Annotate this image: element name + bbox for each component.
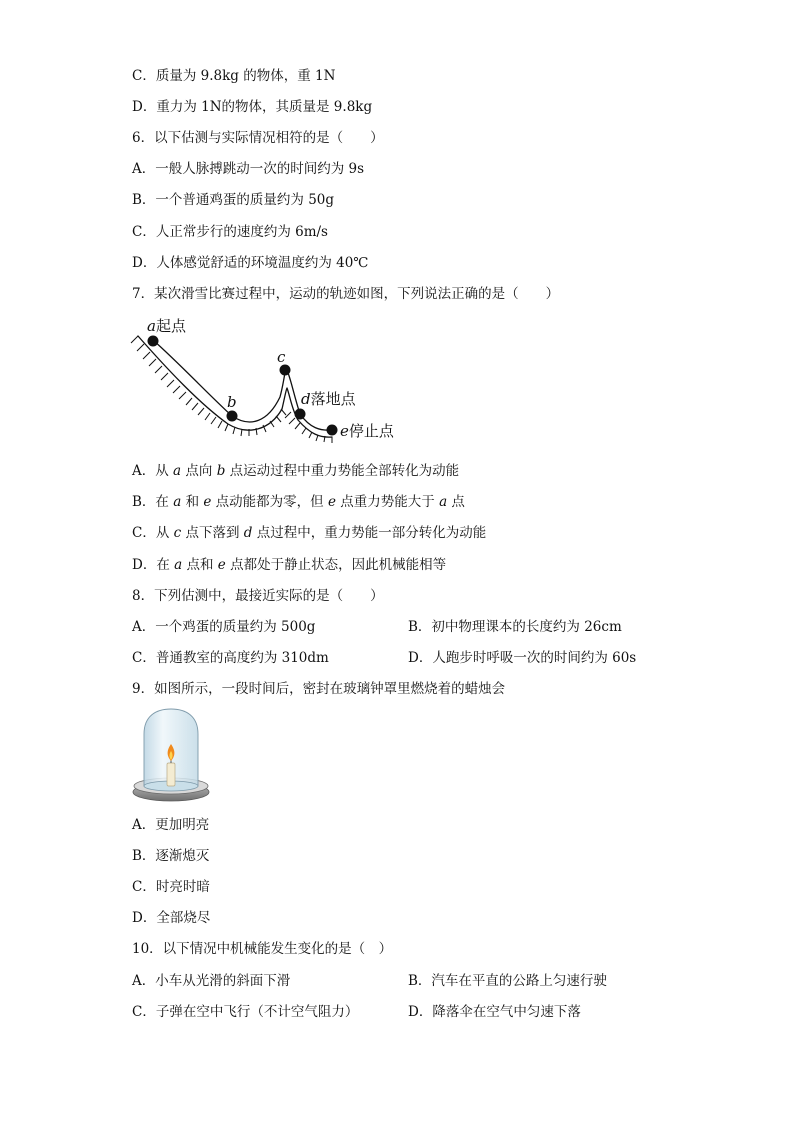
ski-track-figure xyxy=(120,312,420,448)
candle-bell-jar-figure xyxy=(130,706,214,804)
q7-stem: 7．某次滑雪比赛过程中，运动的轨迹如图，下列说法正确的是（ ） xyxy=(132,286,560,302)
label-c: c xyxy=(277,348,286,366)
q9-option-a: A．更加明亮 xyxy=(132,817,210,833)
point-e xyxy=(327,425,338,436)
label-e: e xyxy=(340,422,349,440)
q9-option-c: C．时亮时暗 xyxy=(132,879,210,895)
label-b: b xyxy=(227,393,237,411)
label-d: d xyxy=(301,390,311,408)
q8-stem: 8．下列估测中，最接近实际的是（ ） xyxy=(132,588,384,604)
q6-option-d: D．人体感觉舒适的环境温度约为 40℃ xyxy=(132,255,369,271)
q7-option-c: C．从 c 点下落到 d 点过程中，重力势能一部分转化为动能 xyxy=(132,525,487,541)
q8-option-c: C．普通教室的高度约为 310dm xyxy=(132,650,329,666)
track-line-upper xyxy=(153,340,332,430)
q5-option-c: C．质量为 9.8kg 的物体，重 1N xyxy=(132,68,336,84)
svg-text:e停止点 xyxy=(340,422,395,440)
q10-option-c: C．子弹在空中飞行（不计空气阻力） xyxy=(132,1004,359,1020)
svg-text:a起点 xyxy=(147,317,187,335)
q6-option-c: C．人正常步行的速度约为 6m/s xyxy=(132,224,328,240)
q9-stem: 9．如图所示，一段时间后，密封在玻璃钟罩里燃烧着的蜡烛会 xyxy=(132,681,506,697)
q5-option-d: D．重力为 1N的物体，其质量是 9.8kg xyxy=(132,99,373,115)
q10-option-d: D．降落伞在空气中匀速下落 xyxy=(408,1004,581,1020)
q9-option-d: D．全部烧尽 xyxy=(132,910,211,926)
point-d xyxy=(295,409,306,420)
q7-option-d: D．在 a 点和 e 点都处于静止状态，因此机械能相等 xyxy=(132,557,447,573)
point-b xyxy=(227,411,238,422)
q6-stem: 6．以下估测与实际情况相符的是（ ） xyxy=(132,130,384,146)
candle-body xyxy=(167,763,175,786)
q7-option-b: B．在 a 和 e 点动能都为零，但 e 点重力势能大于 a 点 xyxy=(132,494,465,510)
q6-option-a: A．一般人脉搏跳动一次的时间约为 9s xyxy=(132,161,365,177)
q8-option-b: B．初中物理课本的长度约为 26cm xyxy=(408,619,622,635)
svg-text:d落地点 xyxy=(301,390,357,408)
label-a: a xyxy=(147,317,156,335)
q10-option-b: B．汽车在平直的公路上匀速行驶 xyxy=(408,973,607,989)
label-d-text: 落地点 xyxy=(310,390,356,408)
label-e-text: 停止点 xyxy=(348,422,394,440)
q8-option-a: A．一个鸡蛋的质量约为 500g xyxy=(132,619,316,635)
point-a xyxy=(148,336,159,347)
label-a-text: 起点 xyxy=(155,317,186,335)
q10-option-a: A．小车从光滑的斜面下滑 xyxy=(132,973,291,989)
q10-stem: 10．以下情况中机械能发生变化的是（ ） xyxy=(132,941,393,957)
q7-option-a: A．从 a 点向 b 点运动过程中重力势能全部转化为动能 xyxy=(132,463,460,479)
q9-option-b: B．逐渐熄灭 xyxy=(132,848,210,864)
q6-option-b: B．一个普通鸡蛋的质量约为 50g xyxy=(132,192,335,208)
q8-option-d: D．人跑步时呼吸一次的时间约为 60s xyxy=(408,650,637,666)
point-c xyxy=(280,365,291,376)
